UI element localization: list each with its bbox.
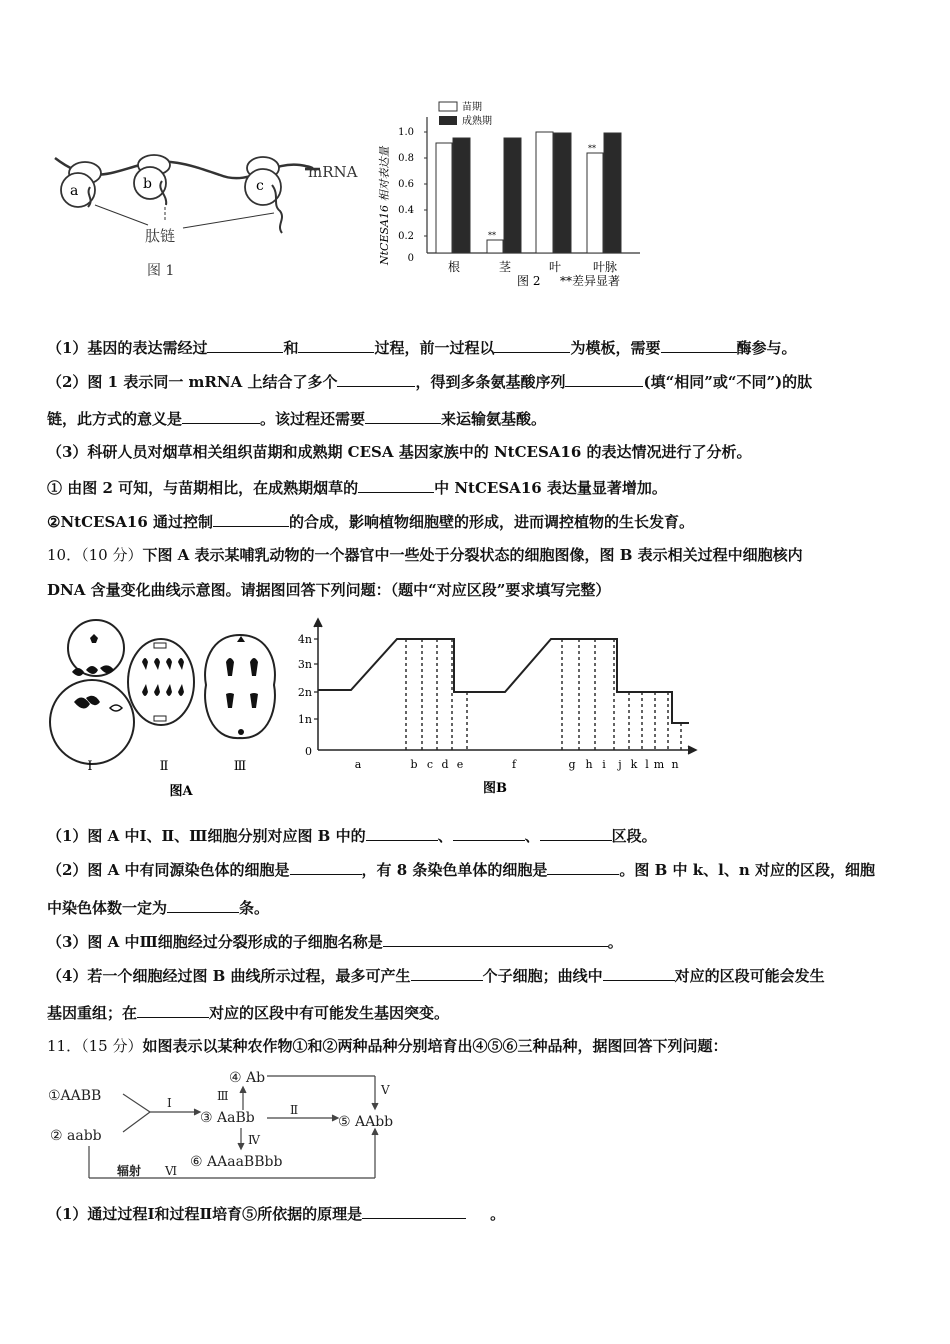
y-tick: 3n xyxy=(297,658,312,671)
answer-blank[interactable] xyxy=(383,930,608,947)
process-IV: Ⅳ xyxy=(248,1133,260,1147)
x-category: 茎 xyxy=(498,260,512,274)
answer-blank[interactable] xyxy=(453,824,525,841)
y-tick: 4n xyxy=(297,633,312,646)
figure-1-caption: 图 1 xyxy=(147,263,175,279)
y-tick: 1.0 xyxy=(398,127,414,138)
legend-swatch-seedling xyxy=(439,102,457,111)
answer-blank[interactable] xyxy=(366,824,438,841)
process-III: Ⅲ xyxy=(217,1089,229,1103)
segment-label-b: b xyxy=(410,758,418,771)
legend-seedling: 苗期 xyxy=(462,102,482,113)
question-number: 10．（10 分） xyxy=(47,546,143,564)
segment-label-j: j xyxy=(618,758,622,771)
q10-part2-line2: 中染色体数一定为 条。 xyxy=(47,896,269,918)
y-tick: 0.8 xyxy=(398,153,414,164)
segment-label-e: e xyxy=(456,758,464,771)
figure-a-cell-division xyxy=(42,610,292,805)
answer-blank[interactable] xyxy=(137,1001,209,1018)
legend-mature: 成熟期 xyxy=(462,116,492,127)
figure-2-bar-chart xyxy=(372,95,647,290)
q11-part1: （1）通过过程Ⅰ和过程Ⅱ培育⑤所依据的原理是 。 xyxy=(47,1202,505,1224)
answer-blank[interactable] xyxy=(547,858,619,875)
answer-blank[interactable] xyxy=(167,896,239,913)
segment-label-k: k xyxy=(630,758,638,771)
cell-label-I: Ⅰ xyxy=(87,759,93,774)
q11-stem: 11．（15 分）如图表示以某种农作物①和②两种品种分别培育出④⑤⑥三种品种，据图回答下列问题： xyxy=(47,1037,728,1055)
segment-label-f: f xyxy=(511,758,517,771)
significance-note: **差异显著 xyxy=(560,274,621,288)
q10-stem-line2: DNA 含量变化曲线示意图。请据图回答下列问题：（题中“对应区段”要求填写完整） xyxy=(47,581,611,599)
cell-III xyxy=(205,635,275,738)
q9-part3: （3）科研人员对烟草相关组织苗期和成熟期 CESA 基因家族中的 NtCESA16 的表达情况进行了分析。 xyxy=(47,443,752,461)
process-II: Ⅱ xyxy=(290,1103,299,1117)
y-tick: 0 xyxy=(407,253,414,264)
answer-blank[interactable] xyxy=(603,964,675,981)
x-category: 叶 xyxy=(548,260,562,274)
y-tick: 0.6 xyxy=(398,179,414,190)
answer-blank[interactable] xyxy=(290,858,362,875)
cell-I xyxy=(50,680,134,764)
q10-part4-line2: 基因重组；在 对应的区段中有可能发生基因突变。 xyxy=(47,1001,449,1023)
ribosome-label-b: b xyxy=(143,176,152,192)
segment-label-i: i xyxy=(602,758,606,771)
q9-part1: （1）基因的表达需经过 和 过程，前一过程以 为模板，需要 酶参与。 xyxy=(47,336,797,358)
segment-label-d: d xyxy=(441,758,449,771)
y-tick: 1n xyxy=(297,713,312,726)
node-2: ② aabb xyxy=(50,1128,102,1144)
cell-I-polar-body xyxy=(68,620,124,676)
q10-part2-line1: （2）图 A 中有同源染色体的细胞是 ，有 8 条染色单体的细胞是 。图 B 中 k、l、n 对应的区段，细胞 xyxy=(47,858,875,880)
y-tick: 0.4 xyxy=(398,205,414,216)
q9-part2-line1: （2）图 1 表示同一 mRNA 上结合了多个 ，得到多条氨基酸序列 (填“相同”或“不同”)的肽 xyxy=(47,370,812,392)
node-6: ⑥ AAaaBBbb xyxy=(190,1154,283,1170)
q9-part3-sub2: ②NtCESA16 通过控制 的合成，影响植物细胞壁的形成，进而调控植物的生长发育。 xyxy=(47,510,694,532)
segment-label-a: a xyxy=(354,758,362,771)
segment-label-c: c xyxy=(426,758,434,771)
cell-label-III: Ⅲ xyxy=(233,759,247,774)
process-VI: Ⅵ xyxy=(165,1164,178,1178)
answer-blank[interactable] xyxy=(337,370,415,387)
segment-label-m: m xyxy=(653,758,665,771)
figure-1-translation-diagram xyxy=(50,95,370,285)
answer-blank[interactable] xyxy=(540,824,612,841)
y-tick: 0.2 xyxy=(398,231,414,242)
answer-blank[interactable] xyxy=(365,407,441,424)
process-V: Ⅴ xyxy=(381,1083,390,1097)
answer-blank[interactable] xyxy=(494,336,570,353)
answer-blank[interactable] xyxy=(362,1202,466,1219)
figure-b-caption: 图B xyxy=(483,781,507,796)
segment-label-h: h xyxy=(585,758,593,771)
segment-label-l: l xyxy=(645,758,649,771)
answer-blank[interactable] xyxy=(207,336,283,353)
q10-part3: （3）图 A 中Ⅲ细胞经过分裂形成的子细胞名称是 。 xyxy=(47,930,623,952)
mrna-label: mRNA xyxy=(308,163,358,181)
q9-part2-line2: 链，此方式的意义是 。该过程还需要 来运输氨基酸。 xyxy=(47,407,546,429)
node-5: ⑤ AAbb xyxy=(338,1114,394,1130)
q10-stem-line1: 10．（10 分）下图 A 表示某哺乳动物的一个器官中一些处于分裂状态的细胞图像，图 B 表示相关过程中细胞核内 xyxy=(47,546,803,564)
q9-part3-sub1: ① 由图 2 可知，与苗期相比，在成熟期烟草的 中 NtCESA16 表达量显著增加。 xyxy=(47,476,667,498)
radiation-label: 辐射 xyxy=(117,1164,142,1178)
q10-part4-line1: （4）若一个细胞经过图 B 曲线所示过程，最多可产生 个子细胞；曲线中 对应的区段可能会发生 xyxy=(47,964,825,986)
q11-breeding-diagram xyxy=(45,1062,405,1187)
y-tick: 2n xyxy=(297,686,312,699)
segment-label-n: n xyxy=(671,758,679,771)
x-category: 叶脉 xyxy=(592,260,618,274)
cell-label-II: Ⅱ xyxy=(159,759,169,774)
svg-text:**: ** xyxy=(488,231,496,240)
node-3: ③ AaBb xyxy=(200,1110,255,1126)
legend-swatch-mature xyxy=(439,116,457,125)
peptide-chain-label: 肽链 xyxy=(145,227,176,245)
cell-II xyxy=(128,639,194,725)
ribosome-label-c: c xyxy=(256,178,264,194)
y-axis-label: NtCESA16 相对表达量 xyxy=(378,146,391,265)
node-4: ④ Ab xyxy=(229,1070,266,1086)
y-tick: 0 xyxy=(305,745,312,758)
node-1: ①AABB xyxy=(48,1088,102,1104)
figure-b-dna-content-curve xyxy=(292,615,702,800)
answer-blank[interactable] xyxy=(411,964,483,981)
segment-label-g: g xyxy=(568,758,576,771)
answer-blank[interactable] xyxy=(182,407,260,424)
q10-part1: （1）图 A 中Ⅰ、Ⅱ、Ⅲ细胞分别对应图 B 中的 、 、 区段。 xyxy=(47,824,657,846)
svg-text:**: ** xyxy=(588,144,596,153)
x-category: 根 xyxy=(447,260,461,274)
answer-blank[interactable] xyxy=(565,370,643,387)
process-I: Ⅰ xyxy=(167,1096,172,1110)
ribosome-label-a: a xyxy=(70,183,79,199)
answer-blank[interactable] xyxy=(213,510,289,527)
figure-a-caption: 图A xyxy=(169,784,193,799)
answer-blank[interactable] xyxy=(298,336,374,353)
question-number: 11．（15 分） xyxy=(47,1037,143,1055)
answer-blank[interactable] xyxy=(358,476,434,493)
answer-blank[interactable] xyxy=(661,336,737,353)
figure-2-caption: 图 2 xyxy=(517,274,541,288)
